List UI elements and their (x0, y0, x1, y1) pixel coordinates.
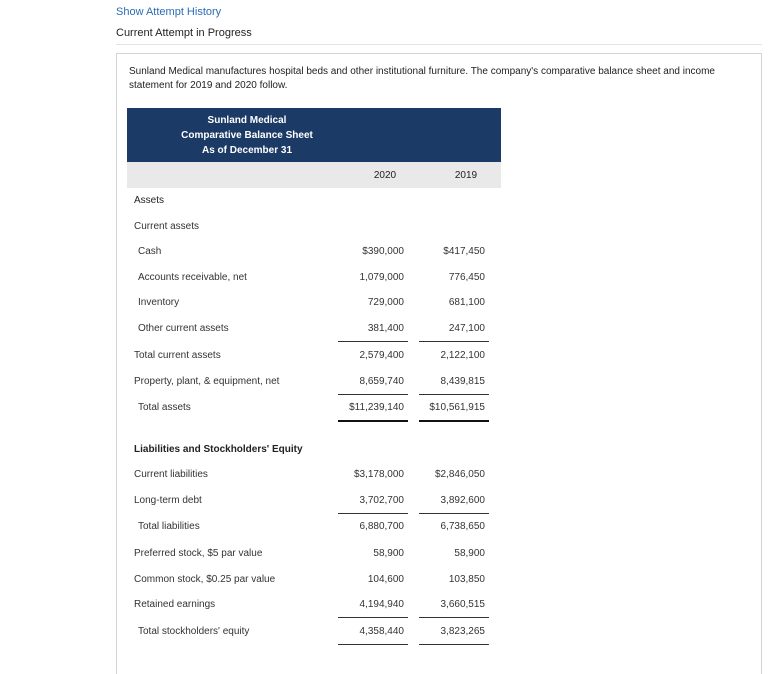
table-row (117, 574, 760, 590)
value-2019: 3,660,515 (440, 599, 485, 610)
subtotal-rule (419, 617, 489, 618)
table-row (117, 548, 760, 564)
value-2020: 104,600 (367, 574, 404, 585)
table-row (117, 599, 760, 615)
current-assets-heading: Current assets (134, 221, 200, 232)
value-2020: 2,579,400 (359, 350, 404, 361)
row-label: Total assets (138, 402, 191, 413)
subtotal-rule (419, 513, 489, 514)
question-card (116, 53, 762, 674)
value-2019: 247,100 (448, 323, 485, 334)
current-assets-heading-row (117, 221, 760, 237)
value-2019: $10,561,915 (429, 402, 485, 413)
attempt-status-label: Current Attempt in Progress (116, 27, 252, 39)
row-label: Long-term debt (134, 495, 202, 506)
show-attempt-history-link[interactable]: Show Attempt History (116, 6, 222, 18)
row-label: Total stockholders' equity (138, 626, 250, 637)
value-2019: 58,900 (454, 548, 485, 559)
total-double-rule (419, 420, 489, 422)
table-row (117, 350, 760, 366)
value-2019: 8,439,815 (440, 376, 485, 387)
balance-sheet-header (127, 108, 501, 162)
table-row (117, 521, 760, 537)
row-label: Property, plant, & equipment, net (134, 376, 280, 387)
value-2019: 2,122,100 (440, 350, 485, 361)
row-label: Cash (138, 246, 162, 257)
row-label: Current liabilities (134, 469, 208, 480)
subtotal-rule (338, 617, 408, 618)
column-header-row (127, 162, 501, 188)
total-double-rule (338, 420, 408, 422)
statement-date: As of December 31 (201, 145, 293, 156)
table-row (117, 323, 760, 339)
value-2019: 776,450 (448, 272, 485, 283)
column-2020: 2020 (373, 170, 397, 181)
value-2020: 58,900 (373, 548, 404, 559)
table-row (117, 246, 760, 262)
problem-intro: Sunland Medical manufactures hospital beds and other institutional furniture. The company's comparative balance sheet and income statement for 2019 and 2020 follow. (129, 66, 715, 91)
liabilities-heading: Liabilities and Stockholders' Equity (134, 444, 303, 455)
table-row (117, 495, 760, 511)
value-2019: 6,738,650 (440, 521, 485, 532)
value-2019: $2,846,050 (434, 469, 485, 480)
value-2019: $417,450 (443, 246, 485, 257)
table-row (117, 376, 760, 392)
value-2020: 729,000 (367, 297, 404, 308)
assets-heading: Assets (134, 195, 165, 206)
value-2019: 103,850 (448, 574, 485, 585)
row-label: Total current assets (134, 350, 221, 361)
row-label: Total liabilities (138, 521, 200, 532)
row-label: Retained earnings (134, 599, 216, 610)
subtotal-rule (338, 341, 408, 342)
table-row (117, 626, 760, 642)
row-label: Other current assets (138, 323, 229, 334)
subtotal-rule (419, 644, 489, 645)
row-label: Preferred stock, $5 par value (134, 548, 263, 559)
value-2020: $11,239,140 (349, 402, 404, 413)
value-2020: 4,358,440 (359, 626, 404, 637)
value-2020: 381,400 (367, 323, 404, 334)
subtotal-rule (419, 341, 489, 342)
company-name: Sunland Medical (207, 115, 287, 126)
value-2020: 4,194,940 (359, 599, 404, 610)
value-2020: $3,178,000 (353, 469, 404, 480)
value-2020: 3,702,700 (359, 495, 404, 506)
value-2020: 6,880,700 (359, 521, 404, 532)
value-2019: 681,100 (448, 297, 485, 308)
subtotal-rule (338, 644, 408, 645)
subtotal-rule (419, 394, 489, 395)
table-row (117, 402, 760, 418)
row-label: Common stock, $0.25 par value (134, 574, 276, 585)
header-divider (116, 44, 762, 45)
value-2019: 3,892,600 (440, 495, 485, 506)
column-2019: 2019 (454, 170, 478, 181)
statement-title: Comparative Balance Sheet (181, 130, 313, 141)
value-2020: 8,659,740 (359, 376, 404, 387)
subtotal-rule (338, 513, 408, 514)
liabilities-heading-row (117, 444, 760, 460)
table-row (117, 469, 760, 485)
row-label: Accounts receivable, net (138, 272, 247, 283)
value-2019: 3,823,265 (440, 626, 485, 637)
table-row (117, 297, 760, 313)
row-label: Inventory (138, 297, 180, 308)
assets-heading-row (117, 195, 760, 211)
subtotal-rule (338, 394, 408, 395)
table-row (117, 272, 760, 288)
value-2020: 1,079,000 (359, 272, 404, 283)
value-2020: $390,000 (362, 246, 404, 257)
